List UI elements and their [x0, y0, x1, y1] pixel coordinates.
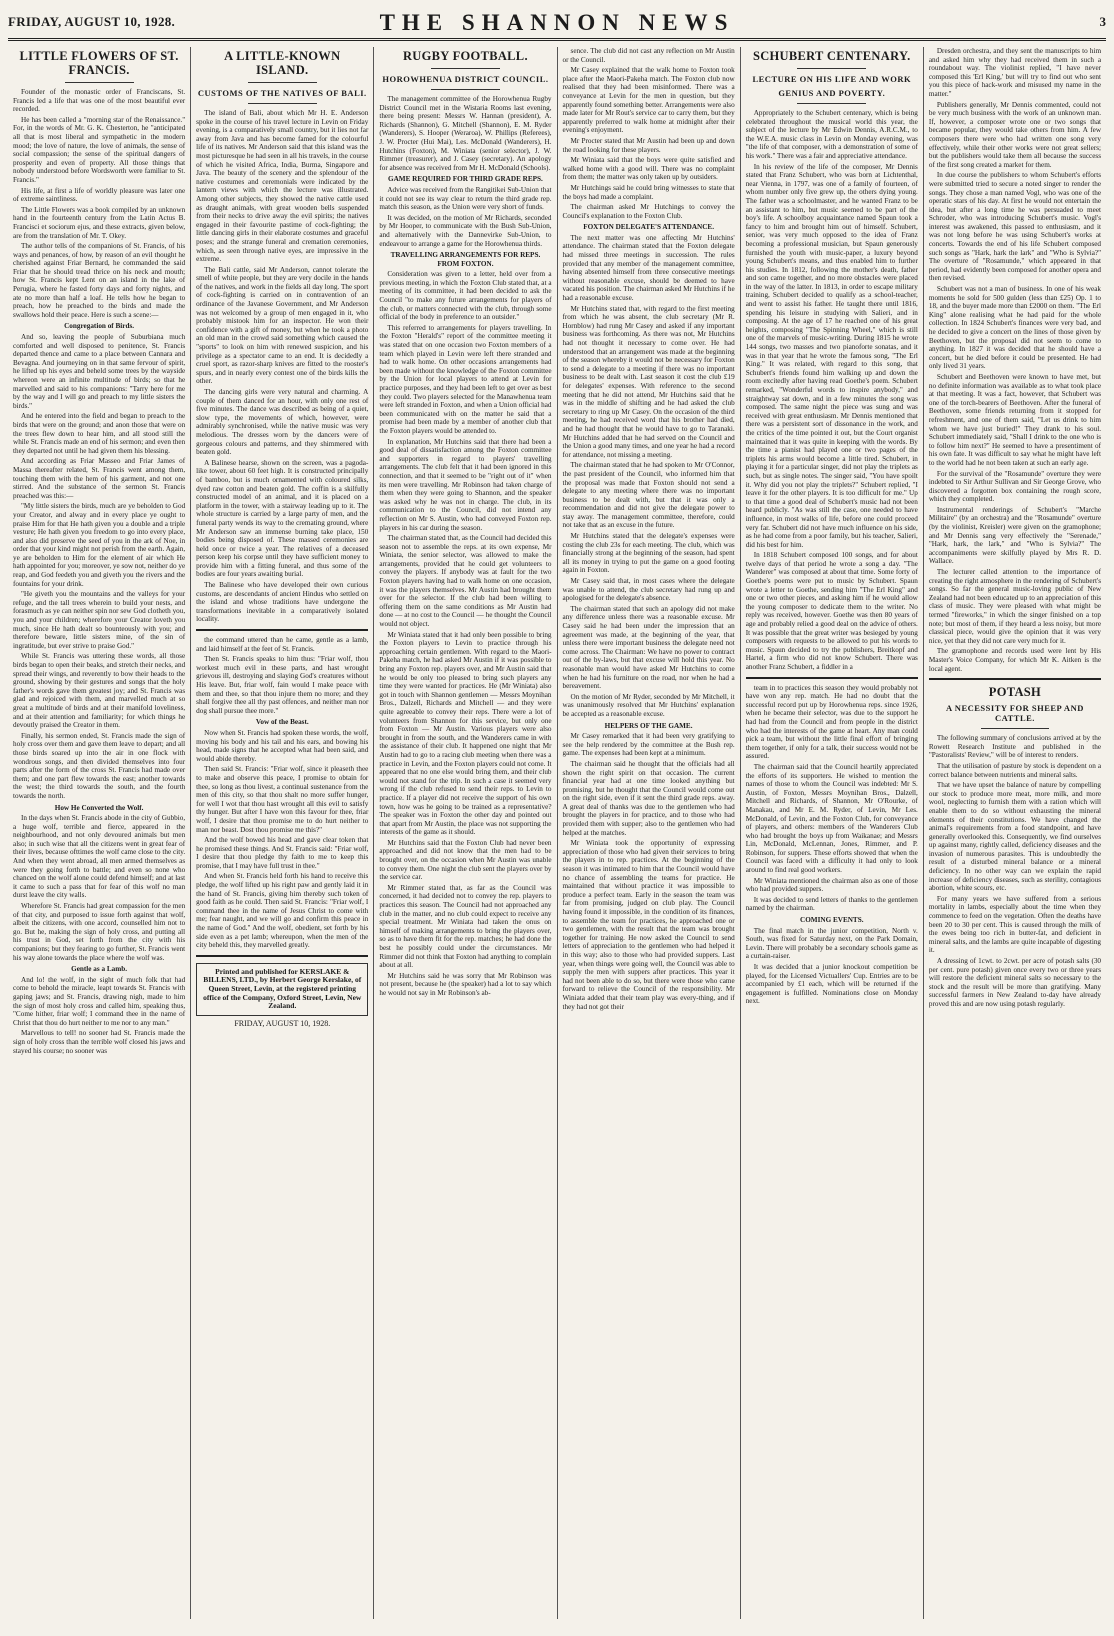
paragraph: That the utilisation of pasture by stock is dependent on a correct balance between nutrients and mineral salts. [928, 761, 1102, 779]
section-subhead: Vow of the Beast. [255, 718, 309, 727]
paragraph: Mr Casey said that, in most cases where the delegate was unable to attend, the club secretary had rung up and apologised for the delegate's absence. [562, 577, 735, 603]
paragraph: Mr Hutchings said he could bring witnesses to state that the boys had made a complaint. [562, 183, 735, 201]
article-body [379, 95, 551, 172]
paragraph: Mr Casey remarked that it had been very gratifying to see the help rendered by the committee at the Bush rep. game. The expenses had been kept at a minimum. [562, 732, 735, 758]
article-headline: A LITTLE-KNOWN ISLAND. [224, 49, 341, 77]
paragraph: And the wolf bowed his head and gave clear token that he promised these things. And St. Francis said: "Friar wolf, I desire that thou pledge thy faith to me to keep this promise, that I may have full trust in thee." [196, 836, 369, 870]
paragraph: And according as Friar Masseo and Friar James of Massa thereafter related, St. Francis went among them, touching them with the hem of his garment, and not one stirred. And the substance of the sermon St. Francis preached was this:— [13, 457, 186, 500]
paragraph: Mr Hutchins said that the Foxton Club had never been approached and did not know that the men had to be brought over, on the occasion when Mr Austin was unable to convey them. One night the club sent the players over by the service car. [379, 838, 552, 882]
article-body [746, 684, 918, 913]
article-subtitle: HOROWHENUA DISTRICT COUNCIL. [382, 74, 549, 84]
paragraph: The chairman asked Mr Hutchings to convey the Council's explanation to the Foxton Club. [562, 203, 735, 220]
paragraph: A Balinese hearse, shown on the screen, was a pagoda-like tower, about 60 feet high. It is constructed principally of bamboo, but is much ornamented with coloured silks, dyed raw cotton and beaten gold. The coffin is a skilfully constructed model of an animal, and it is placed on a platform in the tower, with a stairway leading up to it. The whole structure is carried by a large party of men, and the funeral party wends its way to the cremating ground, where Mr Anderson saw an immense burning take place, 150 bodies being disposed of. These massed ceremonies are held once or twice a year. The relatives of a deceased person keep his corpse until they have sufficient money to provide him with a fitting funeral, and thus some of the bodies are four years awaiting burial. [196, 458, 369, 579]
article-body [563, 234, 735, 719]
paragraph: That we have upset the balance of nature by compelling our stock to produce more meat, more milk, and more wool, neglecting to furnish them with a ration which will enable them to do so without exhausting the mineral elements of their constitutions. We have changed the animal's requirements from a food standpoint, and have generally overlooked this. Consequently, we find ourselves up against many, rightly called, deficiency diseases and the invasion of numerous parasites. This is undoubtedly the result of a disturbed mineral balance or a mineral deficiency. In no other way can we explain the rapid increase of deficiency diseases, such as sterility, contagious abortion, white scours, etc. [928, 781, 1102, 893]
paragraph: the command uttered than he came, gentle as a lamb, and laid himself at the feet of St. Francis. [196, 636, 369, 653]
paragraph: The island of Bali, about which Mr H. E. Anderson spoke in the course of his travel lecture in Levin on Friday evening, is a comparatively small country, but it lies not far away from Java and has become famed for the colourful life of its natives. Mr Anderson said that this island was the most picturesque he had seen in all his travels, in the course of which he visited Africa, India, Burma, Singapore and Java. The beauty of the scenery and the splendour of the native costumes and ceremonials were indicated by the lantern views with which the lecture was illustrated. Among other subjects, they showed the native cattle used as draught animals, with great wooden bells suspended from their necks to drive away the evil spirits; the natives engaged in their favourite pastime of cock-fighting; the little dancing girls in their elaborate costumes and graceful poses; and the strange funeral and cremation ceremonies, which, as seen through native eyes, are impressive in the extreme. [196, 109, 369, 264]
column-6 [924, 47, 1106, 1619]
column-5 [741, 47, 924, 1619]
paragraph: Founder of the monastic order of Franciscans, St. Francis led a life that was one of the most beautiful ever recorded. [13, 88, 186, 114]
paragraph: The chairman stated that such an apology did not make any difference unless there was a reasonable excuse. Mr Casey said he had been under the impression that an agreement was made, at the beginning of the year, that unless there were important business the delegate need not come across. The Chairman: We have no power to contract out of the by-laws, but that excuse will hold this year. No reasonable man would have asked Mr Hutchins to come when he had his furniture on the road, nor when he had a bereavement. [562, 604, 735, 691]
paragraph: Appropriately to the Schubert centenary, which is being celebrated throughout the musical world this year, the subject of the lecture by Mr Edwin Dennis, A.R.C.M., to the W.E.A. music class in Levin on Monday evening, was "the life of that composer, with a demonstration of some of his work." There was a fair and appreciative attendance. [745, 109, 918, 160]
paragraph: On the motion of Mr Ryder, seconded by Mr Mitchell, it was unanimously resolved that Mr Hutchins' explanation be accepted as a reasonable excuse. [562, 692, 735, 718]
article-headline: LITTLE FLOWERS OF ST. FRANCIS. [19, 49, 179, 77]
paragraph: Mr Winiata took the opportunity of expressing appreciation of those who had given their services to bring the players in to rep. practices. At the beginning of the season it was intimated to him that the Council would have no chance of assembling the teams for practice. He maintained that without practice it was impossible to produce a perfect team. Early in the season the team was far from promising, judged on club play. The Council having found it impossible, in the condition of its finances, to assemble the team for practices, he approached one or two gentlemen, with the result that the team was brought together for training. He now asked the Council to send letters of appreciation to the gentlemen who had helped it in this way; also to those who had provided suppers. Last year, when things were going well, the Council was able to supply the men with suppers after practices. This year it had not been able to do so, but there were those who came forward to relieve the Council of the responsibility. Mr Winiata added that their team play was every-thing, and if they had not got their [562, 839, 735, 1011]
paragraph: It was decided that a junior knockout competition be played, for the Licensed Victuallers' Cup. Entries are to be accompanied by £1 each, which will be returned if the engagement is fulfilled. Nominations close on Monday next. [745, 963, 918, 1006]
paragraph: Dresden orchestra, and they sent the manuscripts to him and asked him why they had received them in such a roundabout way. The violinist replied, "I have never composed this 'Erl King,' but will try to find out who sent you this piece of hack-work and misused my name in the matter." [928, 47, 1102, 98]
paragraph: Mr Hutchins stated that the delegate's expenses were costing the club 23s for each meeting. The club, which was financially strong at the beginning of the season, had spent all its money in trying to put the game on a good footing again in Foxton. [562, 532, 735, 575]
paragraph: For many years we have suffered from a serious mortality in lambs, especially about the time when they commence to feed on the vegetation. Often the deaths have been 20 to 30 per cent. This is caused through the milk of the ewes being too rich in butter-fat, and deficient in mineral salts, and the lambs are quite incapable of digesting it. [928, 894, 1102, 955]
paragraph: For the survival of the "Rosamunde" overture they were indebted to Sir Arthur Sullivan and Sir George Grove, who discovered a forgotten box containing the rough score, which they completed. [928, 469, 1102, 504]
newspaper-title: THE SHANNON NEWS [379, 10, 735, 35]
paragraph: "My little sisters the birds, much are ye beholden to God your Creator, and alway and in every place ye ought to praise Him for that He hath given you a double and a triple vesture; He hath given you freedom to go into every place, and also did preserve the seed of you in the ark of Noe, in order that your kind might not perish from the earth. Again, ye are beholden to Him for the element of air which He hath appointed for you; moreover, ye sow not, neither do ye reap, and God feedeth you and giveth you the rivers and the fountains for your drink. [13, 502, 186, 588]
paragraph: Marvellous to tell! no sooner had St. Francis made the sign of holy cross than the terrible wolf closed his jaws and stayed his course; no sooner was [13, 1029, 186, 1055]
paragraph: The gramophone and records used were lent by His Master's Voice Company, for which Mr K. Aitken is the local agent. [928, 647, 1102, 673]
paragraph: In his review of the life of the composer, Mr Dennis stated that Franz Schubert, who was born at Lichtenthal, near Vienna, in 1797, was one of a family of fourteen, of whom number only five grew up, the others dying young. The father was a schoolmaster, and he wanted Franz to be an assistant to him, but music seemed to be part of the boy's life. A schoolboy acquaintance named Spaun took a fancy to him and brought him out of himself. Schubert, senior, was very much opposed to the idea of Franz becoming a professional musician, but Spaun generously furnished the youth with music-paper, a luxury beyond young Schubert's means, and thus enabled him to further his studies. In 1812, following the mother's death, father and son came together, and no more obstacles were placed in the way of the latter. In 1813, in order to escape military training, Schubert decided to qualify as a school-teacher, and went to assist his father. He taught there until 1816, spending his leisure in studying with Salieri, and in composing. At the age of 17 he reached one of his great heights, composing "The Spinning Wheel," which is still one of the marvels of music-writing. During 1815 he wrote 144 songs, two masses and two pianoforte sonatas, and it was in that year that he wrote the famous song, "The Erl King." It was related, with regard to this song, that Schubert's friends found him walking up and down the room excitedly after having read Goethe's poem. Schubert remarked, "Wonderful words to inspire anybody," and straightway sat down, and in a few minutes the song was composed. The same night the piece was sung and was received with great enthusiasm. Mr Dennis mentioned that there was a persistent sort of dissonance in the work, and the critics of the time pointed it out, but the Court organist maintained that it was quite in keeping with the words. By the time a pianist had played one or two pages of the triplets his arms would become a little tired. Schubert, in playing it for a particular singer, did not play the triplets as such, but as single notes. The singer said, "You have spoilt it. Why did you not play the triplets?" Schubert replied, "I leave it for the other players. It is too difficult for me." Up to that time a good deal of Schubert's music had not been heard publicly. "As was still the case, one needed to have influence, in most walks of life, before one could proceed very far. Schubert did not have much influence on his side, as he had come from a poor family, but his teacher, Salieri, did his best for him. [745, 162, 918, 549]
columns [8, 47, 1106, 1619]
paragraph: In the days when St. Francis abode in the city of Gubbio, a huge wolf, terrible and fierce, appeared in the neighbourhood, and not only devoured animals but men also; in such wise that all the citizens went in great fear of their lives, because ofttimes the wolf came close to the city. And when they went abroad, all men armed themselves as were they going forth to battle; and even so none who chanced on the wolf alone could defend himself; and at last it came to such a pass that for fear of this wolf no man durst leave the city walls. [13, 814, 186, 900]
article-subtitle: A NECESSITY FOR SHEEP AND CATTLE. [946, 703, 1084, 724]
publisher-imprint: Printed and published for KERSLAKE & BILLENS, LTD., by Herbert George Kerslake, of Queen Street, Levin, at the registered printing office of the Company, Oxford Street, Levin, New Zealand. [196, 963, 368, 1016]
paragraph: Finally, his sermon ended, St. Francis made the sign of holy cross over them and gave them leave to depart; and all those birds soared up into the air in one flock with wondrous songs, and then divided themselves into four parts after the form of the cross St. Francis had made over them; and one part flew towards the east; another towards the west; the third towards the south, and the fourth towards the north. [13, 731, 186, 800]
paragraph: "He giveth you the mountains and the valleys for your refuge, and the tall trees wherein to build your nests, and forasmuch as ye can neither spin nor sew God clotheth you, you and your children; wherefore your Creator loveth you much, since He hath dealt so bounteously with you; and therefore beware, little sisters mine, of the sin of ingratitude, but ever strive to praise God." [13, 590, 186, 650]
paragraph: Mr Hutchins stated that, with regard to the first meeting from which he was absent, the club secretary (Mr R. Hornblow) had rung Mr Casey and asked if any important business was forthcoming. As there was not, Mr Hutchins had not thought it necessary to come over. He had understood that an arrangement was made at the beginning of the season whereby it would not be necessary for Foxton to send a delegate to a meeting if there was no important business to be dealt with. Last season it cost the club £19 for delegates' expenses. With reference to the second meeting that he did not attend, Mr Hutchins said that he was in the middle of shifting and he had asked the club secretary to ring up Mr Casey. On the occasion of the third meeting, he had received word that his brother had died, and he had thought that he would have to go to Taranaki. Mr Hutchins added that he had served on the Council and the Union a good many times, and one year he had a record for attendance, not missing a meeting. [562, 304, 735, 459]
article-body [196, 636, 368, 715]
article-subtitle: LECTURE ON HIS LIFE AND WORK [752, 74, 912, 84]
imprint-date: FRIDAY, AUGUST 10, 1928. [234, 1018, 331, 1028]
paragraph: Now when St. Francis had spoken these words, the wolf, moving his body and his tail and his ears, and bowing his head, made signs that he accepted what had been said, and would abide thereby. [196, 728, 369, 763]
article-body [196, 109, 368, 624]
paragraph: team in to practices this season they would probably not have won any rep. match. He had no doubt that the successful record put up by Horowhenua reps. since 1926, when he became their selector, was due to the support he had had from the Council and from people in the district who had the interests of the game at heart. Any man could pick a team, but without the little final effort of bringing them together, if only for a talk, their success would not be assured. [745, 683, 918, 761]
paragraph: It was decided to send letters of thanks to the gentlemen named by the chairman. [745, 895, 918, 913]
paragraph: Mr Winiata stated that it had only been possible to bring the Foxton players to Levin to practice through his approaching certain gentlemen. With regard to the Maori-Pakeha match, he had asked Mr Austin if it was possible to bring any Foxton rep. players over, and Mr Austin said that he would be only too pleased to bring such players any time they were wanted for practices. He (Mr Winiata) also got in touch with Shannon gentlemen — Messrs Moynihan Bros., Dalzell, Richards and Mitchell — and they were quite agreeable to convey their reps. There were a lot of volunteers from Shannon for this service, but only one from Foxton — Mr Austin. Various players were also brought in from the south, and the Wanderers came in with the assistance of their club. It happened one night that Mr Austin had to go to a racing club meeting when there was a practice in Levin, and the Foxton players could not come. It appeared that no one else would bring them, and their club would not stand for the trip. In such a case it seemed very wrong if the club refused to send their reps. to Levin to practice. If a player did not receive the support of his own town, how was he going to be trained as a representative? The speaker was in Foxton the other day and pointed out that apart from Mr Austin, the place was not supporting the interests of the game as it should. [379, 630, 552, 837]
paragraph: Mr Hutchins said he was sorry that Mr Robinson was not present, because he (the speaker) had a lot to say which he would not say in Mr Robinson's ab- [379, 971, 552, 997]
paragraph: Instrumental renderings of Schubert's "Marche Militaire" (by an orchestra) and the "Rosamunde" overture (by the violinist, Kreisler) were given on the gramophone; and Mr Dennis sang very effectively the "Serenade," "Hark, hark, the lark," and "Who is Sylvia?" The accompaniments were skilfully played by Mrs R. D. Wallace. [928, 505, 1102, 566]
section-subhead: FOXTON DELEGATE'S ATTENDANCE. [583, 223, 714, 232]
paragraph: And he entered into the field and began to preach to the birds that were on the ground; and anon those that were on the trees flew down to hear him, and all stood still the while St. Francis made an end of his sermon; and even then they departed not until he had given them his blessing. [13, 412, 186, 455]
article-body [929, 734, 1101, 1008]
section-subhead: How He Converted the Wolf. [54, 803, 144, 812]
article-body [13, 814, 185, 962]
paragraph: His life, at first a life of worldly pleasure was later one of extreme saintliness. [13, 186, 186, 204]
paragraph: The lecturer called attention to the importance of creating the right atmosphere in the rendering of Schubert's songs. So far the general music-loving public of New Zealand had not been educated up to an appreciation of this class of music. They were pleased with what might be termed "fireworks," in which the singer finished on a top note; but most of them, if they heard a less noisy, but more classical piece, would give the opinion that it was very nice, yet that they did not care very much for it. [928, 568, 1102, 645]
article-body [746, 109, 918, 672]
section-subhead: Gentle as a Lamb. [71, 965, 128, 974]
article-headline: RUGBY FOOTBALL. [402, 49, 528, 63]
article-body [563, 732, 735, 1011]
newspaper-page [8, 8, 1106, 1620]
article-headline: SCHUBERT CENTENARY. [752, 49, 911, 63]
article-subtitle: CUSTOMS OF THE NATIVES OF BALI. [197, 88, 367, 98]
article-body [379, 270, 551, 997]
column-2 [191, 47, 374, 1619]
paragraph: The Balinese who have developed their own curious customs, are descendants of ancient Hindus who settled on the island and whose traditions have undergone the transformations inevitable in a comparatively isolated locality. [196, 581, 369, 624]
section-subhead: COMING EVENTS. [800, 916, 864, 925]
paragraph: The following summary of conclusions arrived at by the Rowett Research Institute and published in the "Pastoralists' Review," will be of interest to renders. [928, 734, 1102, 760]
article-body [379, 186, 551, 248]
section-subhead: GAME REQUIRED FOR THIRD GRADE REPS. [388, 175, 543, 184]
paragraph: The author tells of the companions of St. Francis, of his ways and penances, of how, by reason of an evil thought he cherished against Friar Bernard, he commanded the said Friar that he should tread thrice on his neck and mouth; how St. Francis kept Lent on an island in the lake of Perugia, where he fasted forty days and forty nights, and ate no more than half a loaf. He tells how he began to preach, how he preached to the birds and made the swallows hold their peace. Here is such a scene:— [13, 242, 186, 319]
paragraph: Wherefore St. Francis had great compassion for the men of that city, and purposed to issue forth against that wolf, albeit the citizens, with one accord, counselled him not to go. But he, making the sign of holy cross, and putting all his trust in God, set forth from the city with his companions; but they fearing to go further, St. Francis went his way alone towards the place where the wolf was. [13, 902, 186, 962]
paragraph: Mr Winiata said that the boys were quite satisfied and walked home with a good will. There was no complaint from them; the matter was only taken up by outsiders. [562, 156, 735, 182]
column-1 [8, 47, 191, 1619]
paragraph: Publishers generally, Mr Dennis commented, could not be very much business with the work of an unknown man. If, however, a composer wrote one or two songs that became popular, they would take others from him. A few composers there were who had written one song very effectively, while their other works were not great sellers; but the publishers would take them all because the success of the first song created a market for them. [928, 100, 1102, 169]
article-body [746, 927, 918, 1006]
paragraph: He has been called a "morning star of the Renaissance." For, in the words of Mr. G. K. Chesterton, he "anticipated all that is most liberal and sympathetic in the modern mood; the love of nature, the love of animals, the sense of social compassion; the sense of the spiritual dangers of prosperity and even of property. All those things that nobody understood before Wordsworth were familiar to St. Francis." [13, 115, 186, 184]
paragraph: The final match in the junior competition, North v. South, was fixed for Saturday next, on the Park Domain, Levin. There will probably be a secondary schools game as a curtain-raiser. [745, 926, 918, 961]
paragraph: The chairman said he thought that the officials had all shown the right spirit on that occasion. The current financial year had at one time looked anything but promising, but he thought that the Council would come out on the right side, even if it sent the third grade reps. away. A great deal of thanks was due to the gentlemen who had brought the players in for practice, and to those who had provided them with supper; also to the gentlemen who had helped at the matches. [562, 759, 735, 837]
paragraph: Then said St. Francis: "Friar wolf, since it pleaseth thee to make and observe this peace, I promise to obtain for thee, so long as thou livest, a continual sustenance from the men of this city, so that thou shalt no more suffer hunger, for well I wot that thou hast wrought all this evil to satisfy thy hunger. But after I have won this favour for thee, friar wolf, I desire that thou promise me to do hurt neither to man nor beast. Dost thou promise me this?" [196, 765, 369, 834]
paragraph: In 1818 Schubert composed 100 songs, and for about twelve days of that period he wrote a song a day. "The Wanderer" was composed at about that time. Some forty of Goethe's poems were put to music by Schubert. Spaun wrote a letter to Goethe, sending him "The Erl King" and one or two other pieces, and asking him if he would allow the young composer to dedicate them to the writer. No reply was received, however. Goethe was then 80 years of age and probably relied a good deal on the advice of others. It was possible that the great writer was besieged by young composers with requests to be allowed to put his words to music. Spaun decided to try the publishers, Breitkopf and Hartel, a firm who did not know Schubert. There was another Franz Schubert, a fiddler in a [745, 551, 918, 671]
paragraph: The dancing girls were very natural and charming. A couple of them danced for an hour, with only one rest of five minutes. The dance was described as being of a quiet, slow type, the movements of which, however, were admirably synchronised, while the native music was very melodious. The dresses worn by the dancers were of gorgeous colours and patterns, and they shimmered with beaten gold. [196, 388, 369, 457]
paragraph: The Bali cattle, said Mr Anderson, cannot tolerate the smell of white people, but they are very docile in the hands of the natives, and work in the fields all day long. The sport of cock-fighting is carried on in contravention of an ordinance of the Javanese Government, and Mr Anderson was not welcomed by a group of men engaged in it, who probably mistook him for an inspector. He won their confidence with a gift of money, but when he took a photo an old man in the crowd said something which caused the "sports" to look on him with renewed suspicion, and his privilege as a spectator came to an end. It is decidedly a cruel sport, as razor-sharp knives are fitted to the rooster's spurs, and in nearly every contest one of the birds kills the other. [196, 265, 369, 386]
article-body [563, 47, 735, 220]
issue-date: FRIDAY, AUGUST 10, 1928. [8, 14, 176, 29]
article-body [196, 729, 368, 950]
article-body [13, 88, 185, 319]
paragraph: And so, leaving the people of Suburbiana much comforted and well disposed to penitence, St. Francis departed thence and came to a place between Cannara and Bevagna. And journeying on in that same fervour of spirit, he lifted up his eyes and beheld some trees by the wayside whereon were an infinite multitude of birds; so that he marvelled and said to his companions: "Tarry here for me by the way and I will go and preach to my little sisters the birds." [13, 333, 186, 410]
paragraph: It was decided, on the motion of Mr Richards, seconded by Mr Hooper, to communicate with the Bush Sub-Union, and alternatively with the Dannevirke Sub-Union, to endeavour to arrange a game for the Horowhenua thirds. [379, 213, 552, 248]
paragraph: Mr Rimmer stated that, as far as the Council was concerned, it had decided not to convey the rep. players to practices this season. The Council had not approached any club in the matter, and no club could expect to receive any special treatment. Mr Winiata had taken the onus on himself of making arrangements to bring the players over, so as to have them fit for the rep. matches; he had done the best he possibly could under the circumstances. Mr Rimmer did not think that Foxton had anything to complain about at all. [379, 883, 552, 970]
paragraph: In due course the publishers to whom Schubert's efforts were submitted tried to secure a noted singer to render the songs. They chose a man named Vogl, who was one of the operatic stars of his day. At first he would not entertain the idea, but after a long time he was persuaded to meet Schroder, who was introducing Schubert's music. Vogl's interest was awakened, this passed to enthusiasm, and it was not long before he was using Schubert's works at concerts. Towards the end of his life Schubert composed such songs as "Hark, hark the lark" and "Who is Sylvia?" The overture of "Rosamunde," which appeared in that period, had evidently been composed for another opera and then revised. [928, 171, 1102, 283]
paragraph: While St. Francis was uttering these words, all those birds began to open their beaks, and stretch their necks, and spread their wings, and reverently to bow their heads to the ground, showing by their gestures and songs that the holy father's words gave them greatest joy; and St. Francis was glad and rejoiced with them, and marvelled much at so great a multitude of birds and at their manifold loveliness, and at their attention and familiarity; for which things he devoutly praised the Creator in them. [13, 652, 186, 730]
paragraph: The chairman stated that he had spoken to Mr O'Connor, the past president of the Council, who informed him that the proposal was made that Foxton should not send a delegate to any meeting where there was no important business to be dealt with, but that it was only a recommendation and did not give the delegate power to stay away. The management committee, therefore, could not take that as an excuse in the future. [562, 461, 735, 530]
paragraph: Schubert was not a man of business. In one of his weak moments he sold for 500 gulden (less than £25) Op. 1 to 18, and the buyer made more than £2000 on them. "The Erl King" alone realising what he had paid for the whole collection. In 1824 Schubert's finances were very bad, and he decided to give a concert on the lines of those given by Beethoven, but the proposal did not seem to come to anything. In 1827 it was decided that he should have a concert, but he died before it could be presented. He had only lived 31 years. [928, 285, 1102, 371]
paragraph: In explanation, Mr Hutchins said that there had been a good deal of dissatisfaction among the Foxton committee and supporters in regard to players' travelling arrangements. The club felt that it had been ignored in this connection, and that it seemed to be "right out of it" when its men were travelling. Mr Robinson had taken charge of them when they were going to Shannon, and the speaker was asked why he was not in charge. The club, in its communication to the Council, did not intend any reflection on Mr S. Austin, who had conveyed Foxton rep. players in his car during the season. [379, 437, 552, 532]
page-number: 3 [1099, 14, 1106, 29]
paragraph: Mr Winiata mentioned the chairman also as one of those who had provided suppers. [745, 876, 918, 894]
column-3 [374, 47, 557, 1619]
paragraph: A dressing of 1cwt. to 2cwt. per acre of potash salts (30 per cent. pure potash) given once every two or three years will restore the deficient mineral salts so necessary to the stock and the result will be more than gratifying. Many successful farmers in New Zealand to-day have already proved this and are now using potash regularly. [928, 957, 1102, 1008]
article-body [13, 333, 185, 800]
paragraph: The next matter was one affecting Mr Hutchins' attendance. The chairman stated that the Foxton delegate had missed three meetings in succession. The rules provided that any member of the management committee, having absented himself from three consecutive meetings without reasonable excuse, should be deemed to have vacated his position. The chairman asked Mr Hutchins if he had a reasonable excuse. [562, 233, 735, 303]
paragraph: Mr Casey explained that the walk home to Foxton took place after the Maori-Pakeha match. The Foxton club now realised that they had been misinformed. There was a conveyance at Levin for the men in question, but they apparently found something better. Arrangements were also made later for Mr Rout's service car to carry them, but they apparently preferred to walk home at midnight after their evening's enjoyment. [562, 66, 735, 135]
article-body [13, 976, 185, 1055]
paragraph: Mr Procter stated that Mr Austin had been up and down the road looking for these players. [562, 136, 735, 154]
section-subhead: Congregation of Birds. [64, 322, 135, 331]
paragraph: Schubert and Beethoven were known to have met, but no definite information was available as to what took place at that meeting. It was a fact, however, that Schubert was one of the torch-bearers of Beethoven. After the funeral of Beethoven, some friends returning from it stopped for refreshment, and one of them said, "Let us drink to him whom we have just buried!" They drank to his soul. Schubert immediately said, "Shall I drink to the one who is to follow him next?" He seemed to have a presentiment of his own fate. It was difficult to say what he might have left to the world had he not been taken at such an early age. [928, 372, 1102, 467]
paragraph: Then St. Francis speaks to him thus: "Friar wolf, thou workest much evil in these parts, and hast wrought grievous ill, destroying and slaying God's creatures without His leave. But, friar wolf, fain would I make peace with them and thee, so that thou injure them no more; and they shall forgive thee all thy past offences, and neither man nor dog shall pursue thee more." [196, 655, 369, 715]
paragraph: And lo! the wolf, in the sight of much folk that had come to behold the miracle, leapt towards St. Francis with gaping jaws; and St. Francis, drawing nigh, made to him the sign of most holy cross and called him, speaking thus, "Come hither, friar wolf; I command thee in the name of Christ that thou do hurt neither to me nor to any man." [13, 975, 186, 1027]
paragraph: The chairman said that the Council heartily appreciated the efforts of its supporters. He wished to mention the names of those to whom the Council was indebted: Mr S. Austin, of Foxton, Messrs Moynihan Bros., Dalzell, Mitchell and Richards, of Shannon, Mr O'Rourke, of Manakau, and Mr E. M. Ryder, of Levin, Mr Les. McDonald, of Levin, and the Foxton Club, for conveyance of players, and others: members of the Wanderers Club who had brought the boys up from Waikanae; and Messrs Lin, McDonald, McLennan, Jones, Rimmer, and P. Robinson, for suppers. These efforts showed that when the Council was faced with a difficulty it had only to look around to find real good workers. [745, 762, 918, 875]
paragraph: And when St. Francis held forth his hand to receive this pledge, the wolf lifted up his right paw and gently laid it in the hand of St. Francis, giving him thereby such token of good faith as he could. Then said St. Francis: "Friar wolf, I command thee in the name of Jesus Christ to come with me; fear naught, and we will go and confirm this peace in the name of God." And the wolf, obedient, set forth by his side even as a pet lamb; whereupon, when the men of the city beheld this, they marvelled greatly. [196, 872, 369, 950]
paragraph: The chairman stated that, as the Council had decided this season not to assemble the reps. at its own expense, Mr Winiata, the senior selector, was allowed to make the arrangements, provided that he could get volunteers to convey the players. If anybody was at fault for the two Foxton players having had to walk home on one occasion, it was the players themselves. Mr Austin had brought them over for the selector. If the club had been willing to offering them on the same conditions as Mr Austin had done — at no cost to the Council — he thought the Council would not object. [379, 534, 552, 629]
article-headline: POTASH [988, 685, 1042, 700]
paragraph: This referred to arrangements for players travelling. In the Foxton "Herald's" report of the committee meeting it was stated that on one occasion two Foxton members of a team which played in Levin were left there stranded and had to walk home. On other occasions arrangements had been made without the knowledge of the Foxton committee by the Union for local players to attend at Levin for practice purposes, and they had been left to get over as best they could. Two players selected for the Manawhenua team were left stranded in Foxton, and when a Union official had been communicated with on the matter he said that a promise had been made by a member of another club that the Foxton players would be attended to. [379, 323, 552, 435]
paragraph: Advice was received from the Rangitikei Sub-Union that it could not see its way clear to return the third grade rep. match this season, as the Union were very short of funds. [379, 185, 552, 212]
article-body [929, 47, 1101, 673]
paragraph: The Little Flowers was a book compiled by an unknown hand in the fourteenth century from the Latin Actus B. Francisci et sociorum ejus, and these extracts, given below, are from the translation of Mr. T. Okey. [13, 205, 186, 240]
paragraph: The management committee of the Horowhenua Rugby District Council met in the Wistaria Rooms last evening, there being present: Messrs W. Hannan (president), A. Richards (Shannon), G. Mitchell (Shannon), E. M. Ryder (Wanderers), S. Hooper (Weraroa), W. Phillips (Referees), J. W. Procter (Hui Mai), Les. McDonald (Wanderers), H. Hutchins (Foxton), M. Winiata (senior selector), J. W. Rimmer (treasurer), and J. Casey (secretary). An apology for absence was received from Mr H. McDonald (Schools). [379, 95, 552, 172]
masthead [8, 8, 1106, 41]
column-4 [558, 47, 741, 1619]
article-subtitle-2: GENIUS AND POVERTY. [778, 88, 886, 98]
paragraph: Consideration was given to a letter, held over from a previous meeting, in which the Foxton Club stated that, at a meeting of its committee, it had been decided to ask the Council "to make any future arrangements for players of the club, or matters connected with the club, through some official of the body in preference to an outsider." [379, 270, 552, 322]
section-subhead: TRAVELLING ARRANGEMENTS FOR REPS. FROM FOXTON. [390, 251, 541, 268]
paragraph: sence. The club did not cast any reflection on Mr Austin or the Council. [562, 47, 735, 64]
section-subhead: HELPERS OF THE GAME. [604, 721, 693, 730]
